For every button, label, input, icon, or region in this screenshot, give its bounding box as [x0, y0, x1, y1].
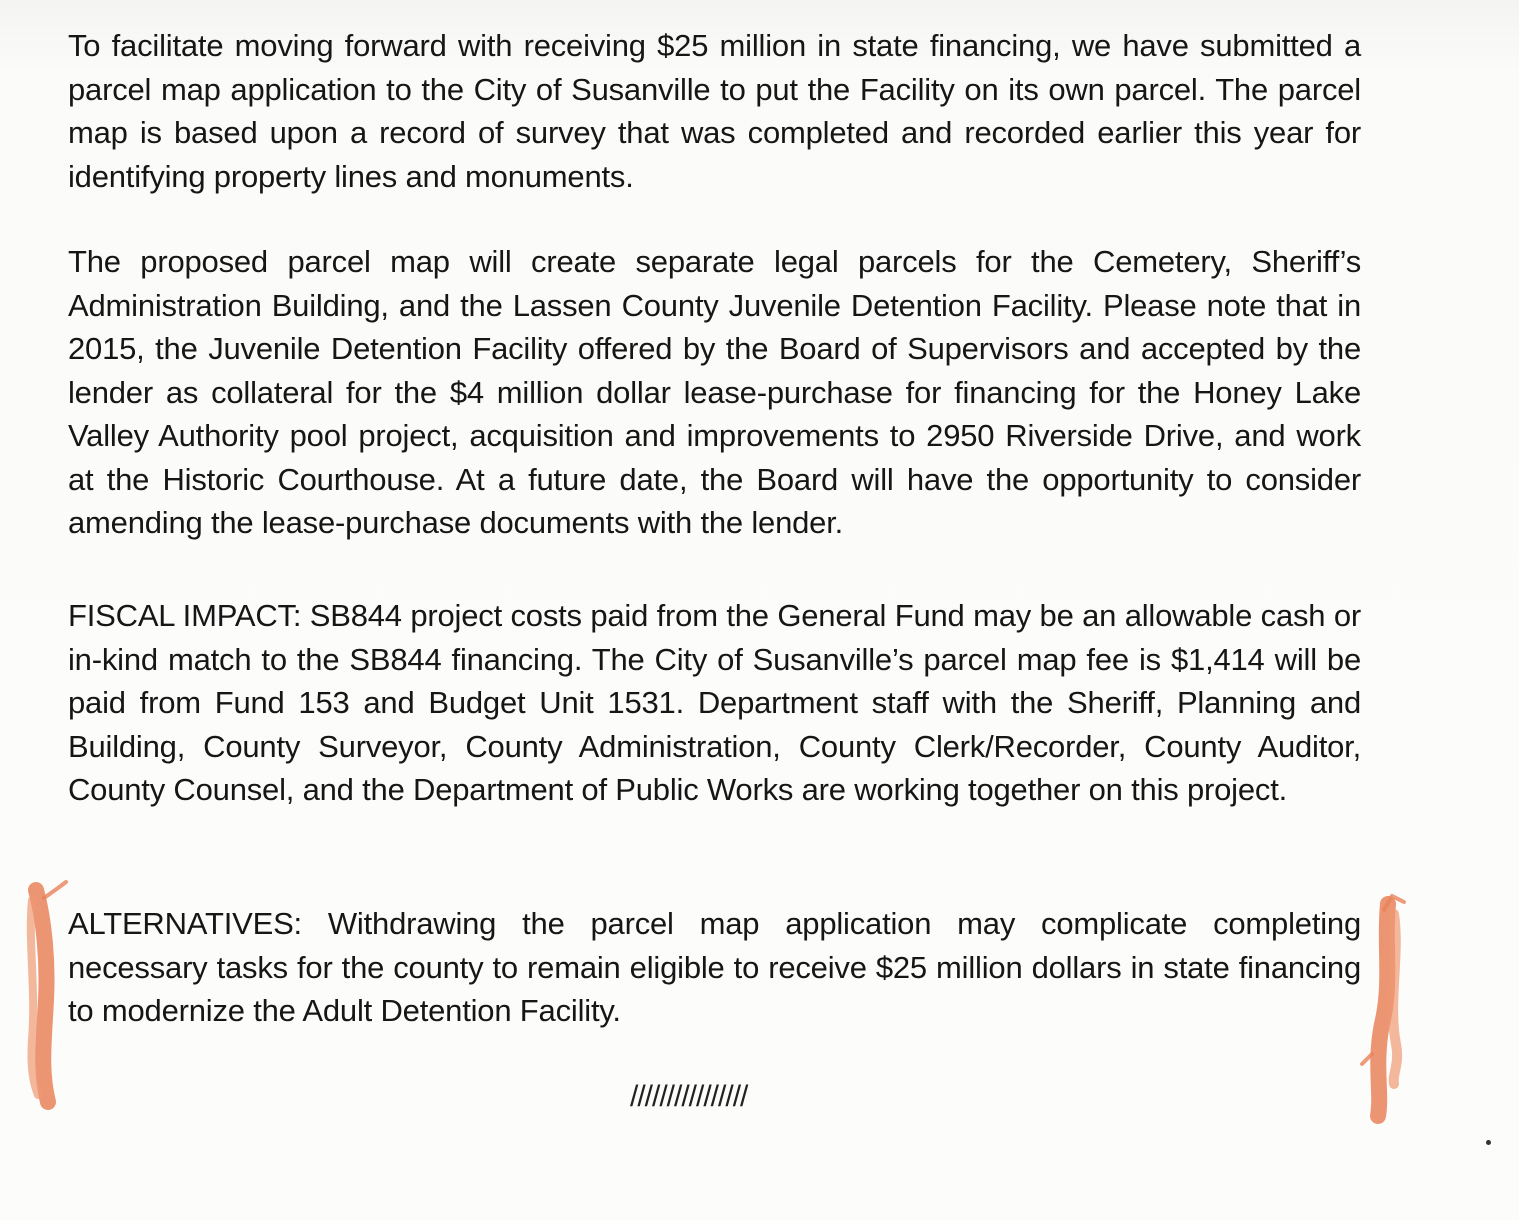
- paragraph-fiscal-impact: FISCAL IMPACT: SB844 project costs paid from the General Fund may be an allowable cash or in-kind match to the SB844 financing. The City of Susanville’s parcel map fee is $1,414 will be paid from Fund 153 and Budget Unit 1531. Department staff with the Sheriff, Planning and Building, County Surveyor, County Administration, County Clerk/Recorder, County Auditor, County Counsel, and the Department of Public Works are working together on this project.: [68, 598, 1361, 807]
- paragraph-parcel-map: The proposed parcel map will create separate legal parcels for the Cemetery, Sheriff’s Administration Building, and the Lassen County Juvenile Detention Facility. Please note that in 2015, the Juvenile Detention Facility offered by the Board of Supervisors and accepted by the lender as collateral for the $4 million dollar lease-purchase for financing for the Honey Lake Valley Authority pool project, acquisition and improvements to 2950 Riverside Drive, and work at the Historic Courthouse. At a future date, the Board will have the opportunity to consider amending the lease-purchase documents with the lender.: [68, 244, 1361, 540]
- paragraph-alternatives: ALTERNATIVES: Withdrawing the parcel map application may complicate completing necessary tasks for the county to remain eligible to receive $25 million dollars in state financing to modernize the Adult Detention Facility.: [68, 906, 1361, 1028]
- scan-speck: [1486, 1140, 1491, 1145]
- right-highlighter-mark: [1348, 894, 1428, 1124]
- paragraph-financing: To facilitate moving forward with receiving $25 million in state financing, we have submitted a parcel map application to the City of Susanville to put the Facility on its own parcel. The parcel map is based upon a record of survey that was completed and recorded earlier this year for identifying property lines and monuments.: [68, 28, 1361, 194]
- end-separator: ////////////////: [630, 1080, 748, 1113]
- left-highlighter-mark: [14, 880, 74, 1110]
